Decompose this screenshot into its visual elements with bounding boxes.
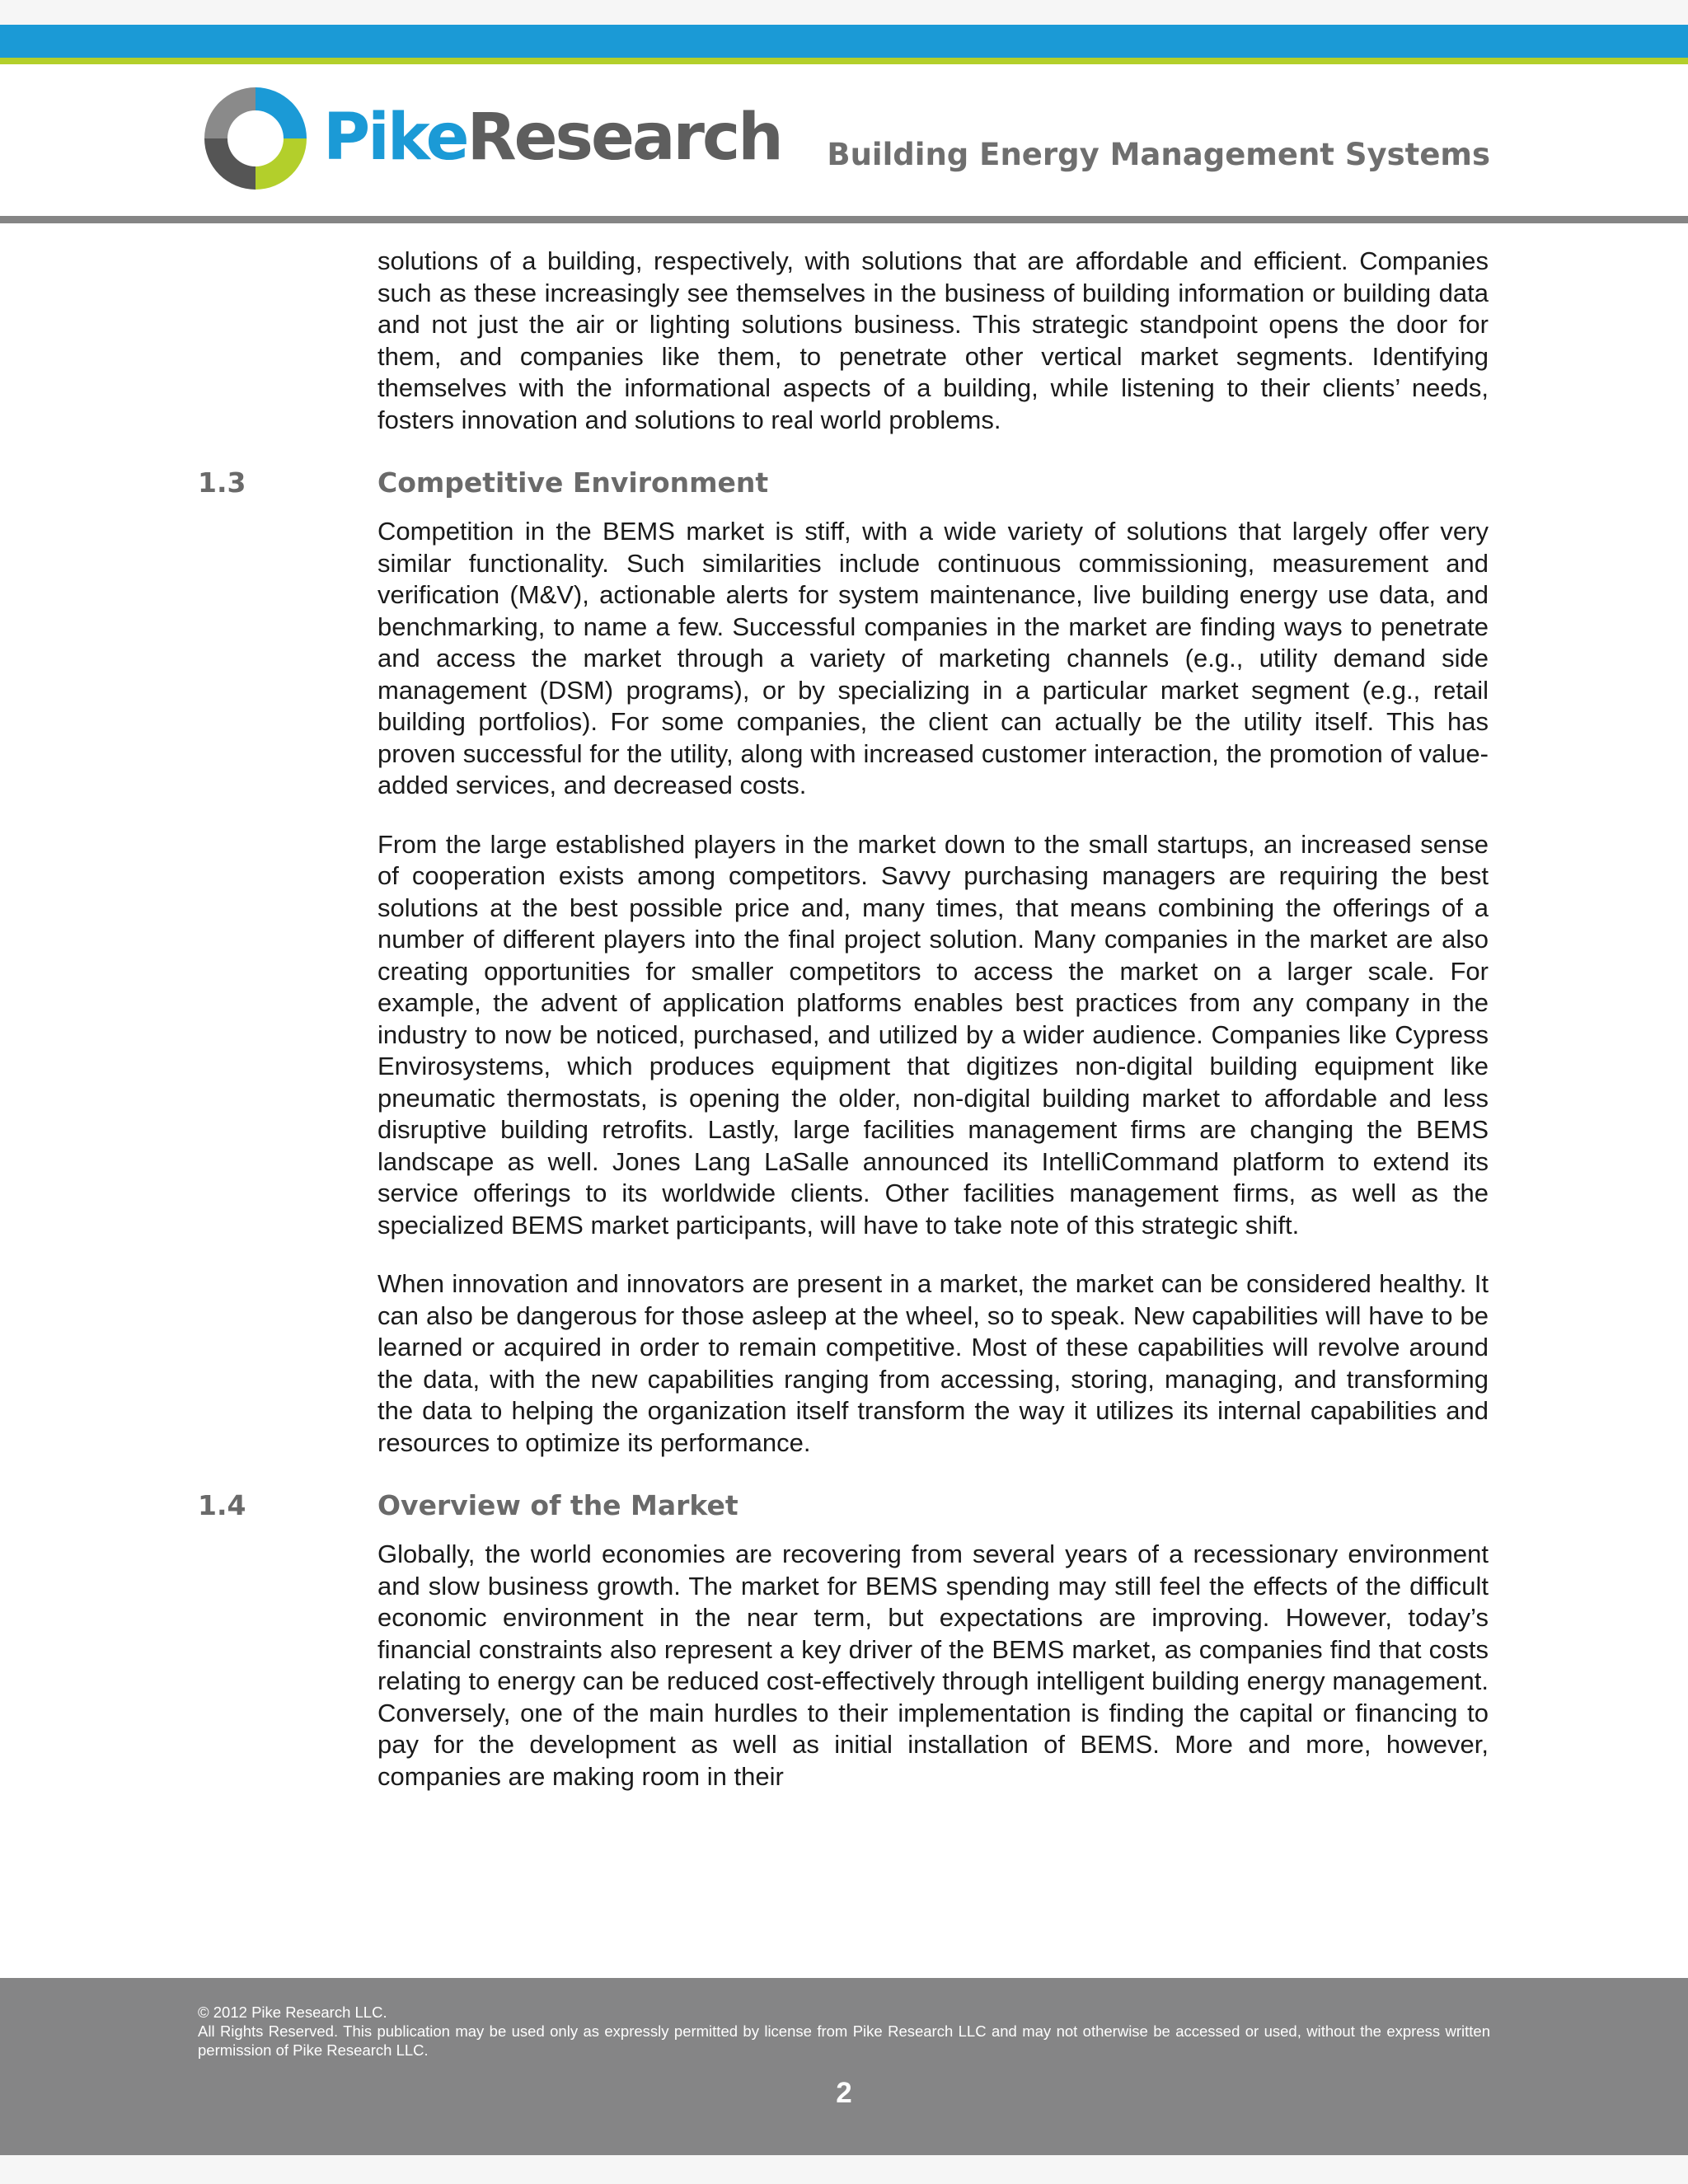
top-margin (0, 0, 1688, 25)
section-heading-1-4 (0, 1486, 1688, 1535)
footer-legal-notice (198, 2003, 1490, 2060)
footer-rights: All Rights Reserved. This publication may be used only as expressly permitted by license from Pike Research LLC and may not otherwise be accessed or used, without the express written permission of Pike Research LLC. (198, 2022, 1490, 2059)
document-title: Building Energy Management Systems (827, 137, 1490, 172)
section-heading-1-3 (0, 463, 1688, 513)
section-paragraph: Competition in the BEMS market is stiff, with a wide variety of solutions that largely offer very similar functionality. Such similarities include continuous commissioning, measurement and verification (M&V), actionable alerts for system maintenance, live building energy use data, and benchmarking, to name a few. Successful companies in the market are finding ways to penetrate and access the market through a variety of marketing channels (e.g., utility demand side management (DSM) programs), or by specializing in a particular market segment (e.g., retail building portfolios). For some companies, the client can actually be the utility itself. This has proven successful for the utility, along with increased customer interaction, the promotion of value-added services, and decreased costs. (377, 517, 1489, 799)
section-number: 1.3 (198, 466, 246, 499)
company-logo (198, 81, 781, 196)
logo-research-text: Research (467, 101, 781, 175)
section-paragraph: Globally, the world economies are recovering from several years of a recessionary environment and slow business growth. The market for BEMS spending may still feel the effects of the difficult economic environment in the near term, but expectations are improving. However, today’s financial constraints also represent a key driver of the BEMS market, as companies find that costs relating to energy can be reduced cost-effectively through intelligent building energy management. Conversely, one of the main hurdles to their implementation is finding the capital or financing to pay for the development as well as initial installation of BEMS. More and more, however, companies are making room in their (377, 1540, 1489, 1791)
swirl-logo-icon (198, 81, 313, 196)
header-blue-band (0, 25, 1688, 58)
bottom-margin (0, 2155, 1688, 2184)
page-footer (0, 1978, 1688, 2155)
page-number: 2 (836, 2077, 852, 2109)
header-green-band (0, 58, 1688, 64)
section-number: 1.4 (198, 1489, 246, 1521)
footer-copyright: © 2012 Pike Research LLC. (198, 2004, 387, 2021)
page-content (0, 246, 1688, 1820)
section-title: Overview of the Market (377, 1489, 738, 1521)
section-paragraph: When innovation and innovators are present in a market, the market can be considered healthy. It can also be dangerous for those asleep at the wheel, so to speak. New capabilities will have to be learned or acquired in order to remain competitive. Most of these capabilities will revolve around the data, with the new capabilities ranging from accessing, storing, managing, and transforming the data to helping the organization itself transform the way it utilizes its internal capabilities and resources to optimize its performance. (377, 1269, 1489, 1457)
intro-paragraph: solutions of a building, respectively, with solutions that are affordable and efficient. Companies such as these increasingly see themselves in the business of building information or building data and not just the air or lighting solutions business. This strategic standpoint opens the door for them, and companies like them, to penetrate other vertical market segments. Identifying themselves with the informational aspects of a building, while listening to their clients’ needs, fosters innovation and solutions to real world problems. (377, 246, 1489, 434)
header-divider (0, 216, 1688, 223)
section-paragraph: From the large established players in the market down to the small startups, an increased sense of cooperation exists among competitors. Savvy purchasing managers are requiring the best solutions at the best possible price and, many times, that means combining the offerings of a number of different players into the final project solution. Many companies in the market are also creating opportunities for smaller competitors to access the market on a larger scale. For example, the advent of application platforms enables best practices from any company in the industry to now be noticed, purchased, and utilized by a wider audience. Companies like Cypress Envirosystems, which produces equipment that digitizes non-digital building equipment like pneumatic thermostats, is opening the older, non-digital building market to affordable and less disruptive building retrofits. Lastly, large facilities management firms are changing the BEMS landscape as well. Jones Lang LaSalle announced its IntelliCommand platform to extend its service offerings to its worldwide clients. Other facilities management firms, as well as the specialized BEMS market participants, will have to take note of this strategic shift. (377, 829, 1489, 1240)
section-title: Competitive Environment (377, 466, 769, 499)
logo-pike-text: Pike (323, 101, 467, 175)
logo-wordmark (323, 101, 781, 175)
